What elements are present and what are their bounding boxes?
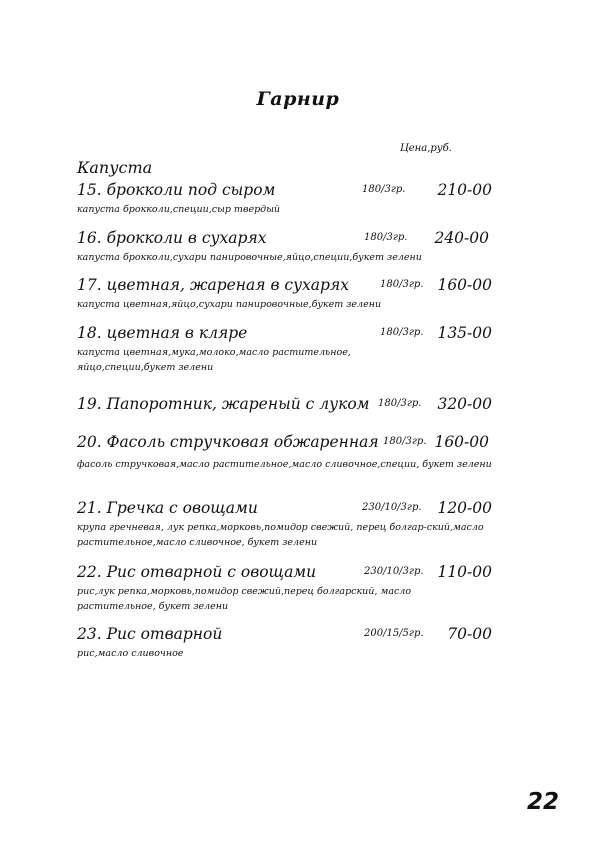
page-number: 22 bbox=[527, 789, 560, 815]
item-description: рис,масло сливочное bbox=[77, 648, 184, 659]
price-column-header: Цена,руб. bbox=[400, 143, 452, 154]
item-description: капуста брокколи,специи,сыр твердый bbox=[77, 204, 281, 215]
item-weight: 230/10/3гр. bbox=[362, 502, 422, 513]
menu-item-15 bbox=[77, 181, 497, 217]
item-description: капуста цветная,яйцо,сухари панировочные,букет зелени bbox=[77, 299, 382, 310]
item-description: крупа гречневая, лук репка,морковь,помидор свежий, перец болгар-ский,масло растительное,масло сливочное, букет зелени bbox=[77, 522, 484, 548]
menu-item-21 bbox=[77, 499, 497, 550]
item-price: 70-00 bbox=[447, 625, 492, 643]
item-price: 135-00 bbox=[437, 324, 492, 342]
item-weight: 180/3гр. bbox=[362, 184, 406, 195]
page-title: Гарнир bbox=[256, 88, 340, 110]
item-name: 15. брокколи под сыром bbox=[77, 181, 276, 199]
item-weight: 230/10/3гр. bbox=[364, 566, 424, 577]
category-heading: Капуста bbox=[77, 158, 153, 177]
item-price: 240-00 bbox=[434, 229, 489, 247]
menu-item-19 bbox=[77, 395, 497, 415]
item-description: капуста цветная,мука,молоко,масло растительное, яйцо,специи,букет зелени bbox=[77, 347, 351, 373]
item-name: 22. Рис отварной с овощами bbox=[77, 563, 317, 581]
item-description: рис,лук репка,морковь,помидор свежий,перец болгарский, масло растительное, букет зелени bbox=[77, 586, 412, 612]
item-weight: 180/3гр. bbox=[364, 232, 408, 243]
item-weight: 200/15/5гр. bbox=[364, 628, 424, 639]
menu-item-20 bbox=[77, 433, 497, 472]
item-name: 21. Гречка с овощами bbox=[77, 499, 258, 517]
item-price: 160-00 bbox=[437, 276, 492, 294]
menu-item-18 bbox=[77, 324, 497, 375]
item-price: 160-00 bbox=[434, 433, 489, 451]
item-name: 18. цветная в кляре bbox=[77, 324, 248, 342]
item-name: 17. цветная, жареная в сухарях bbox=[77, 276, 349, 294]
item-price: 320-00 bbox=[437, 395, 492, 413]
item-description: фасоль стручковая,масло растительное,масло сливочное,специи, букет зелени bbox=[77, 459, 492, 470]
item-name: 23. Рис отварной bbox=[77, 625, 223, 643]
item-weight: 180/3гр. bbox=[380, 327, 424, 338]
item-name: 16. брокколи в сухарях bbox=[77, 229, 267, 247]
item-name: 19. Папоротник, жареный с луком bbox=[77, 395, 370, 413]
item-price: 210-00 bbox=[437, 181, 492, 199]
item-weight: 180/3гр. bbox=[383, 436, 427, 447]
menu-item-17 bbox=[77, 276, 497, 312]
item-weight: 180/3гр. bbox=[380, 279, 424, 290]
item-weight: 180/3гр. bbox=[378, 398, 422, 409]
item-description: капуста брокколи,сухари панировочные,яйцо,специи,букет зелени bbox=[77, 252, 422, 263]
menu-item-22 bbox=[77, 563, 497, 614]
menu-item-23 bbox=[77, 625, 497, 661]
item-price: 120-00 bbox=[437, 499, 492, 517]
item-name: 20. Фасоль стручковая обжаренная bbox=[77, 433, 379, 451]
menu-item-16 bbox=[77, 229, 497, 265]
item-price: 110-00 bbox=[437, 563, 492, 581]
